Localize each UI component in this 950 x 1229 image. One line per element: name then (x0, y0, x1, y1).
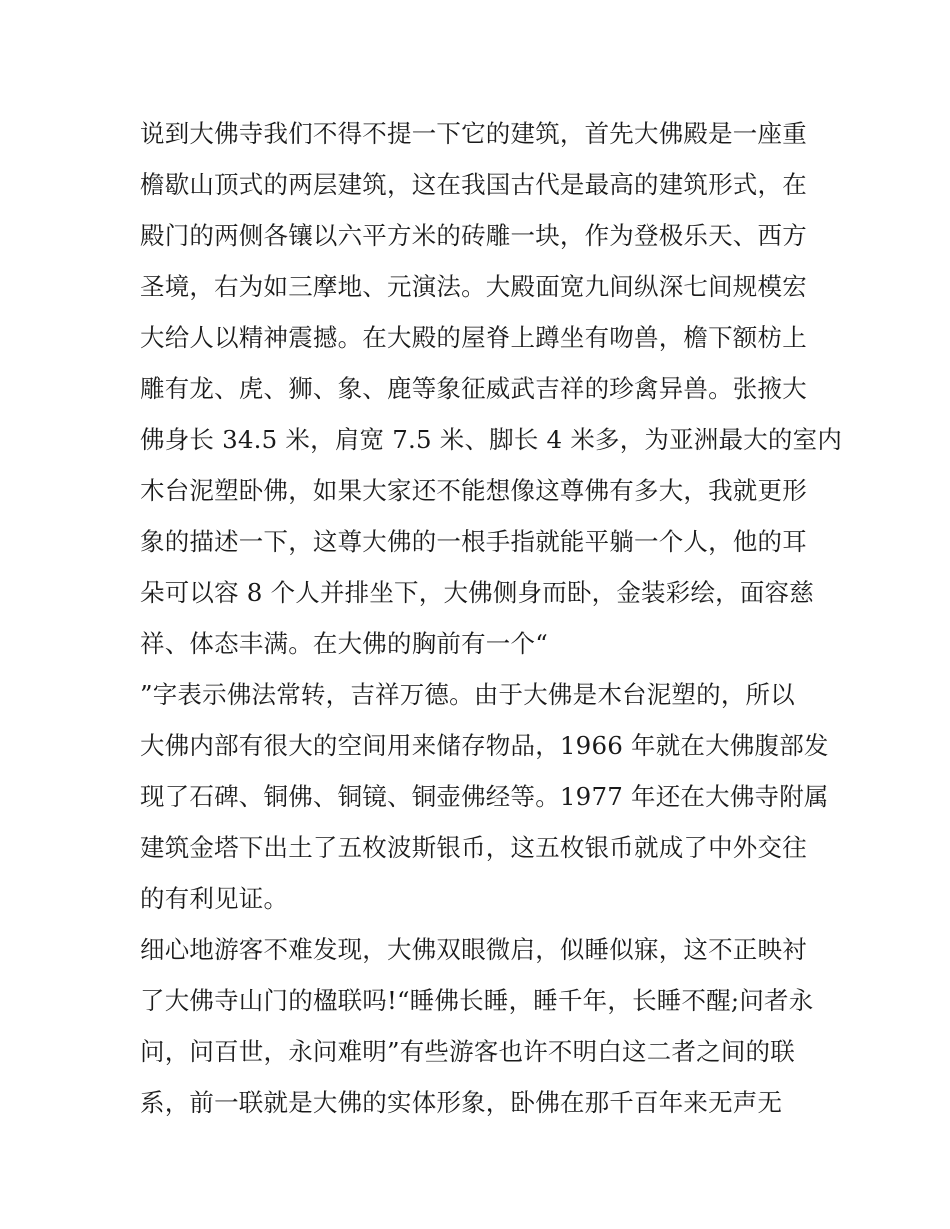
text-line: ”字表示佛法常转，吉祥万德。由于大佛是木台泥塑的，所以 (140, 680, 795, 709)
body-text (140, 108, 843, 1128)
text-line: 的有利见证。 (140, 884, 289, 913)
text-line: 檐歇山顶式的两层建筑，这在我国古代是最高的建筑形式，在 (140, 170, 807, 199)
text-line: 现了石碑、铜佛、铜镜、铜壶佛经等。1977 年还在大佛寺附属 (140, 782, 829, 811)
text-line: 了大佛寺山门的楹联吗!“睡佛长睡，睡千年，长睡不醒;问者永 (140, 986, 814, 1015)
text-line: 殿门的两侧各镶以六平方米的砖雕一块，作为登极乐天、西方 (140, 221, 807, 250)
text-line: 大佛内部有很大的空间用来储存物品，1966 年就在大佛腹部发 (140, 731, 829, 760)
text-line: 建筑金塔下出土了五枚波斯银币，这五枚银币就成了中外交往 (140, 833, 807, 862)
text-line: 大给人以精神震撼。在大殿的屋脊上蹲坐有吻兽，檐下额枋上 (140, 323, 807, 352)
text-line: 祥、体态丰满。在大佛的胸前有一个“ (140, 629, 548, 658)
text-line: 说到大佛寺我们不得不提一下它的建筑，首先大佛殿是一座重 (140, 119, 807, 148)
text-line: 雕有龙、虎、狮、象、鹿等象征威武吉祥的珍禽异兽。张掖大 (140, 374, 807, 403)
text-line: 问，问百世，永问难明”有些游客也许不明白这二者之间的联 (140, 1037, 795, 1066)
text-line: 象的描述一下，这尊大佛的一根手指就能平躺一个人，他的耳 (140, 527, 807, 556)
text-line: 圣境，右为如三摩地、元演法。大殿面宽九间纵深七间规模宏 (140, 272, 807, 301)
text-line: 佛身长 34.5 米，肩宽 7.5 米、脚长 4 米多，为亚洲最大的室内 (140, 425, 843, 454)
text-line: 细心地游客不难发现，大佛双眼微启，似睡似寐，这不正映衬 (140, 935, 807, 964)
text-line: 系，前一联就是大佛的实体形象，卧佛在那千百年来无声无 (140, 1088, 783, 1117)
text-line: 木台泥塑卧佛，如果大家还不能想像这尊佛有多大，我就更形 (140, 476, 807, 505)
text-line: 朵可以容 8 个人并排坐下，大佛侧身而卧，金装彩绘，面容慈 (140, 578, 814, 607)
